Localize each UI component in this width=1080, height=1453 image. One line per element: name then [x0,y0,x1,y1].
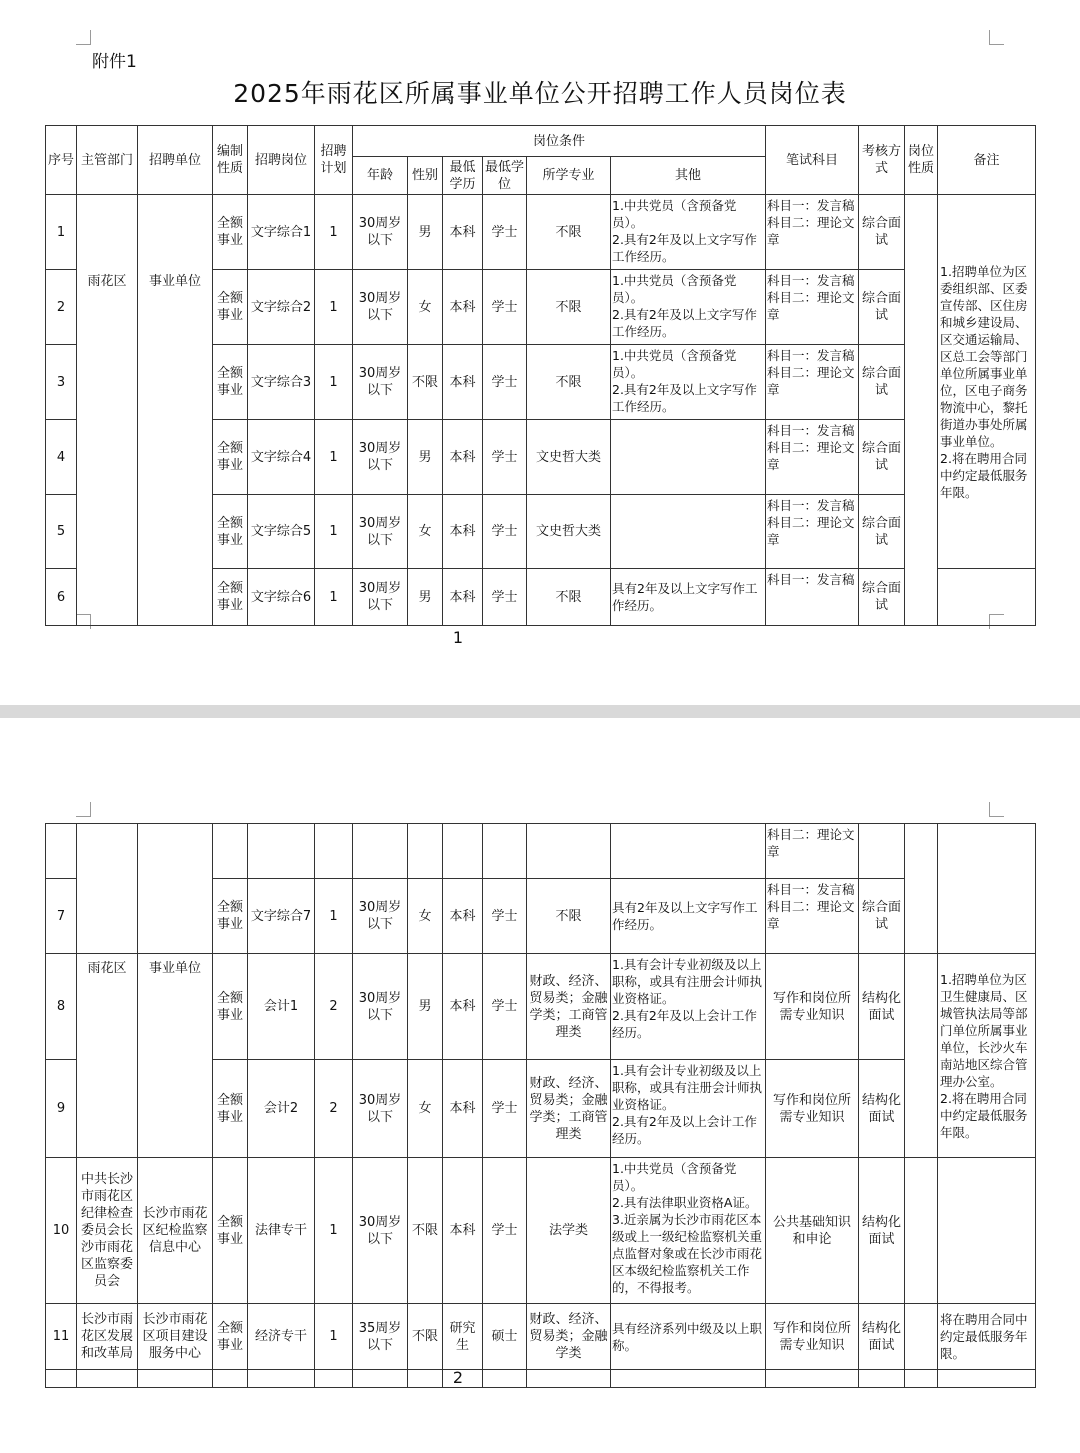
cell-seq [46,824,77,879]
cell-edu: 本科 [443,1158,483,1304]
cell-plan: 1 [315,270,353,345]
cell-assess: 结构化面试 [859,954,905,1060]
header-nature: 编制性质 [213,126,248,195]
cell-position: 文字综合3 [248,345,315,420]
header-degree: 最低学位 [483,157,527,195]
cell-dept [77,879,138,954]
cell-nature: 全额事业 [213,345,248,420]
cell-major: 财政、经济、贸易类；金融学类；工商管理类 [527,954,611,1060]
cell-age: 30周岁以下 [353,345,408,420]
cell-post-nature [905,879,938,954]
cell-position: 文字综合7 [248,879,315,954]
cell-edu: 本科 [443,1060,483,1158]
cell-gender: 不限 [408,1158,443,1304]
cell-assess: 结构化面试 [859,1304,905,1370]
header-edu: 最低学历 [443,157,483,195]
cell-exam: 科目一：发言稿 科目二：理论文章 [766,495,859,569]
page-1 [0,0,1080,705]
document-title: 2025年雨花区所属事业单位公开招聘工作人员岗位表 [233,79,847,108]
cell-other: 1.中共党员（含预备党员）。 2.具有2年及以上文字写作工作经历。 [611,195,766,270]
cell-major: 不限 [527,879,611,954]
cell-exam: 科目一：发言稿 科目二：理论文章 [766,270,859,345]
cell-assess: 结构化面试 [859,1060,905,1158]
cell-degree: 学士 [483,1060,527,1158]
cell-gender: 女 [408,1060,443,1158]
cell-remark [938,824,1036,879]
table-row [46,954,1036,1060]
cell-plan: 1 [315,879,353,954]
cell-position: 文字综合4 [248,420,315,495]
cell-gender: 不限 [408,345,443,420]
cell-exam: 写作和岗位所需专业知识 [766,1304,859,1370]
cell-edu: 本科 [443,569,483,626]
cell-position: 法律专干 [248,1158,315,1304]
cell-post-nature [905,195,938,626]
cell-seq: 1 [46,195,77,270]
page-number: 2 [452,1368,464,1387]
cell-other: 具有2年及以上文字写作工作经历。 [611,879,766,954]
cell-major: 财政、经济、贸易类；金融学类 [527,1304,611,1370]
cell-other: 1.中共党员（含预备党员）。 2.具有法律职业资格A证。 3.近亲属为长沙市雨花区本级或上一级纪检监察机关重点监督对象或在长沙市雨花区本级纪检监察机关工作的，不得报考。 [611,1158,766,1304]
cell-post-nature [905,1158,938,1304]
cell-other: 具有2年及以上文字写作工作经历。 [611,569,766,626]
cell-position: 经济专干 [248,1304,315,1370]
cell-exam: 公共基础知识和申论 [766,1158,859,1304]
cell-nature: 全额事业 [213,1158,248,1304]
cell-age: 35周岁以下 [353,1304,408,1370]
cell-degree: 学士 [483,195,527,270]
cell-other [611,420,766,495]
header-unit: 招聘单位 [138,126,213,195]
cell-edu: 本科 [443,495,483,569]
header-age: 年龄 [353,157,408,195]
cell-seq: 8 [46,954,77,1060]
cell-edu: 本科 [443,270,483,345]
cell-seq: 7 [46,879,77,954]
cell-gender [408,824,443,879]
cell-unit: 长沙市雨花区项目建设服务中心 [138,1304,213,1370]
cell-age: 30周岁以下 [353,569,408,626]
cell-edu: 本科 [443,420,483,495]
cell-gender: 不限 [408,1304,443,1370]
cell-position: 会计2 [248,1060,315,1158]
cell-remark-group: 1.招聘单位为区委组织部、区委宣传部、区住房和城乡建设局、区交通运输局、区总工会等部门单位所属事业单位，区电子商务物流中心，黎托街道办事处所属事业单位。 2.将在聘用合同中约定最低服务年限。 [938,195,1036,569]
header-exam: 笔试科目 [766,126,859,195]
cell-position: 文字综合1 [248,195,315,270]
cell-post-nature [905,954,938,1158]
cell-degree: 学士 [483,420,527,495]
cell-dept [77,824,138,879]
page-2 [0,718,1080,1453]
cell-degree: 学士 [483,345,527,420]
cell-degree: 学士 [483,1158,527,1304]
cell-major [527,824,611,879]
cell-exam: 科目一：发言稿 科目二：理论文章 [766,420,859,495]
cell-nature: 全额事业 [213,270,248,345]
cell-seq: 6 [46,569,77,626]
cell-nature: 全额事业 [213,879,248,954]
cell-plan [315,824,353,879]
cell-unit-group: 事业单位 [138,195,213,626]
table-row [46,195,1036,270]
cell-degree: 学士 [483,270,527,345]
cell-nature [213,824,248,879]
cell-dept: 长沙市雨花区发展和改革局 [77,1304,138,1370]
header-assess: 考核方式 [859,126,905,195]
cell-age: 30周岁以下 [353,1158,408,1304]
cell-age: 30周岁以下 [353,495,408,569]
header-position: 招聘岗位 [248,126,315,195]
cell-nature: 全额事业 [213,954,248,1060]
cell-edu: 本科 [443,879,483,954]
cell-major: 不限 [527,569,611,626]
cell-dept: 中共长沙市雨花区纪律检查委员会长沙市雨花区监察委员会 [77,1158,138,1304]
cell-plan: 1 [315,1158,353,1304]
cell-edu: 本科 [443,954,483,1060]
page-number: 1 [452,628,464,647]
cell-nature: 全额事业 [213,420,248,495]
cell-plan: 1 [315,495,353,569]
cell-plan: 1 [315,345,353,420]
cell-edu [443,824,483,879]
cell-other [611,824,766,879]
cell-nature: 全额事业 [213,1304,248,1370]
cell-position: 文字综合6 [248,569,315,626]
table-row [46,1304,1036,1370]
cell-gender: 男 [408,954,443,1060]
cell-assess: 综合面试 [859,345,905,420]
cell-plan: 1 [315,195,353,270]
cell-degree: 学士 [483,569,527,626]
cell-gender: 男 [408,569,443,626]
header-remark: 备注 [938,126,1036,195]
cell-major: 文史哲大类 [527,420,611,495]
cell-other: 具有经济系列中级及以上职称。 [611,1304,766,1370]
cell-nature: 全额事业 [213,195,248,270]
cell-other: 1.具有会计专业初级及以上职称，或具有注册会计师执业资格证。 2.具有2年及以上会计工作经历。 [611,954,766,1060]
crop-mark [989,30,1004,45]
recruitment-table-page2 [45,823,1036,1388]
cell-seq: 5 [46,495,77,569]
cell-nature: 全额事业 [213,495,248,569]
cell-unit [138,824,213,879]
cell-age: 30周岁以下 [353,879,408,954]
cell-remark [938,1158,1036,1304]
cell-gender: 女 [408,495,443,569]
cell-degree: 学士 [483,954,527,1060]
cell-exam: 科目一：发言稿 [766,569,859,626]
cell-age: 30周岁以下 [353,1060,408,1158]
cell-other: 1.中共党员（含预备党员）。 2.具有2年及以上文字写作工作经历。 [611,345,766,420]
cell-seq: 2 [46,270,77,345]
cell-edu: 本科 [443,345,483,420]
cell-assess: 综合面试 [859,420,905,495]
cell-nature: 全额事业 [213,569,248,626]
cell-gender: 男 [408,195,443,270]
header-major: 所学专业 [527,157,611,195]
table-row [46,1158,1036,1304]
cell-exam: 写作和岗位所需专业知识 [766,954,859,1060]
cell-remark-empty [938,569,1036,626]
cell-assess: 综合面试 [859,270,905,345]
attachment-label: 附件1 [92,52,137,72]
cell-unit [138,879,213,954]
cell-age: 30周岁以下 [353,195,408,270]
table-row-continuation [46,824,1036,879]
cell-major: 法学类 [527,1158,611,1304]
cell-degree: 学士 [483,495,527,569]
cell-age: 30周岁以下 [353,954,408,1060]
cell-unit: 长沙市雨花区纪检监察信息中心 [138,1158,213,1304]
cell-exam: 科目一：发言稿 科目二：理论文章 [766,879,859,954]
cell-plan: 1 [315,420,353,495]
cell-other: 1.中共党员（含预备党员）。 2.具有2年及以上文字写作工作经历。 [611,270,766,345]
cell-gender: 男 [408,420,443,495]
cell-assess: 结构化面试 [859,1158,905,1304]
cell-exam: 写作和岗位所需专业知识 [766,1060,859,1158]
cell-major: 文史哲大类 [527,495,611,569]
crop-mark [76,802,91,817]
cell-seq: 11 [46,1304,77,1370]
cell-exam: 科目二：理论文章 [766,824,859,879]
table-row [46,879,1036,954]
cell-remark: 将在聘用合同中约定最低服务年限。 [938,1304,1036,1370]
cell-gender: 女 [408,879,443,954]
cell-exam: 科目一：发言稿 科目二：理论文章 [766,195,859,270]
header-plan: 招聘计划 [315,126,353,195]
cell-plan: 2 [315,1060,353,1158]
cell-seq: 3 [46,345,77,420]
cell-plan: 2 [315,954,353,1060]
header-gender: 性别 [408,157,443,195]
cell-age [353,824,408,879]
crop-mark [989,802,1004,817]
cell-assess: 综合面试 [859,879,905,954]
cell-nature: 全额事业 [213,1060,248,1158]
cell-position: 文字综合5 [248,495,315,569]
cell-edu: 本科 [443,195,483,270]
header-seq: 序号 [46,126,77,195]
cell-seq: 4 [46,420,77,495]
cell-seq: 9 [46,1060,77,1158]
cell-major: 财政、经济、贸易类；金融学类；工商管理类 [527,1060,611,1158]
cell-other: 1.具有会计专业初级及以上职称，或具有注册会计师执业资格证。 2.具有2年及以上会计工作经历。 [611,1060,766,1158]
cell-unit-group: 事业单位 [138,954,213,1158]
cell-degree: 硕士 [483,1304,527,1370]
cell-seq: 10 [46,1158,77,1304]
cell-remark-group: 1.招聘单位为区卫生健康局、区城管执法局等部门单位所属事业单位，长沙火车南站地区综合管理办公室。 2.将在聘用合同中约定最低服务年限。 [938,954,1036,1158]
cell-position: 文字综合2 [248,270,315,345]
cell-plan: 1 [315,1304,353,1370]
cell-assess: 综合面试 [859,195,905,270]
header-conditions: 岗位条件 [353,126,766,157]
cell-assess: 综合面试 [859,569,905,626]
crop-mark [76,30,91,45]
cell-dept-group: 雨花区 [77,195,138,626]
cell-age: 30周岁以下 [353,270,408,345]
header-post-nature: 岗位性质 [905,126,938,195]
cell-gender: 女 [408,270,443,345]
cell-exam: 科目一：发言稿 科目二：理论文章 [766,345,859,420]
cell-remark [938,879,1036,954]
table-row-trailing [46,1370,1036,1388]
header-other: 其他 [611,157,766,195]
cell-edu: 研究生 [443,1304,483,1370]
cell-major: 不限 [527,270,611,345]
cell-other [611,495,766,569]
header-dept: 主管部门 [77,126,138,195]
cell-age: 30周岁以下 [353,420,408,495]
cell-major: 不限 [527,345,611,420]
cell-plan: 1 [315,569,353,626]
cell-position [248,824,315,879]
cell-post-nature [905,824,938,879]
cell-dept-group: 雨花区 [77,954,138,1158]
cell-degree [483,824,527,879]
cell-assess [859,824,905,879]
cell-assess: 综合面试 [859,495,905,569]
cell-degree: 学士 [483,879,527,954]
cell-post-nature [905,1304,938,1370]
recruitment-table-page1 [45,125,1036,626]
cell-position: 会计1 [248,954,315,1060]
cell-major: 不限 [527,195,611,270]
